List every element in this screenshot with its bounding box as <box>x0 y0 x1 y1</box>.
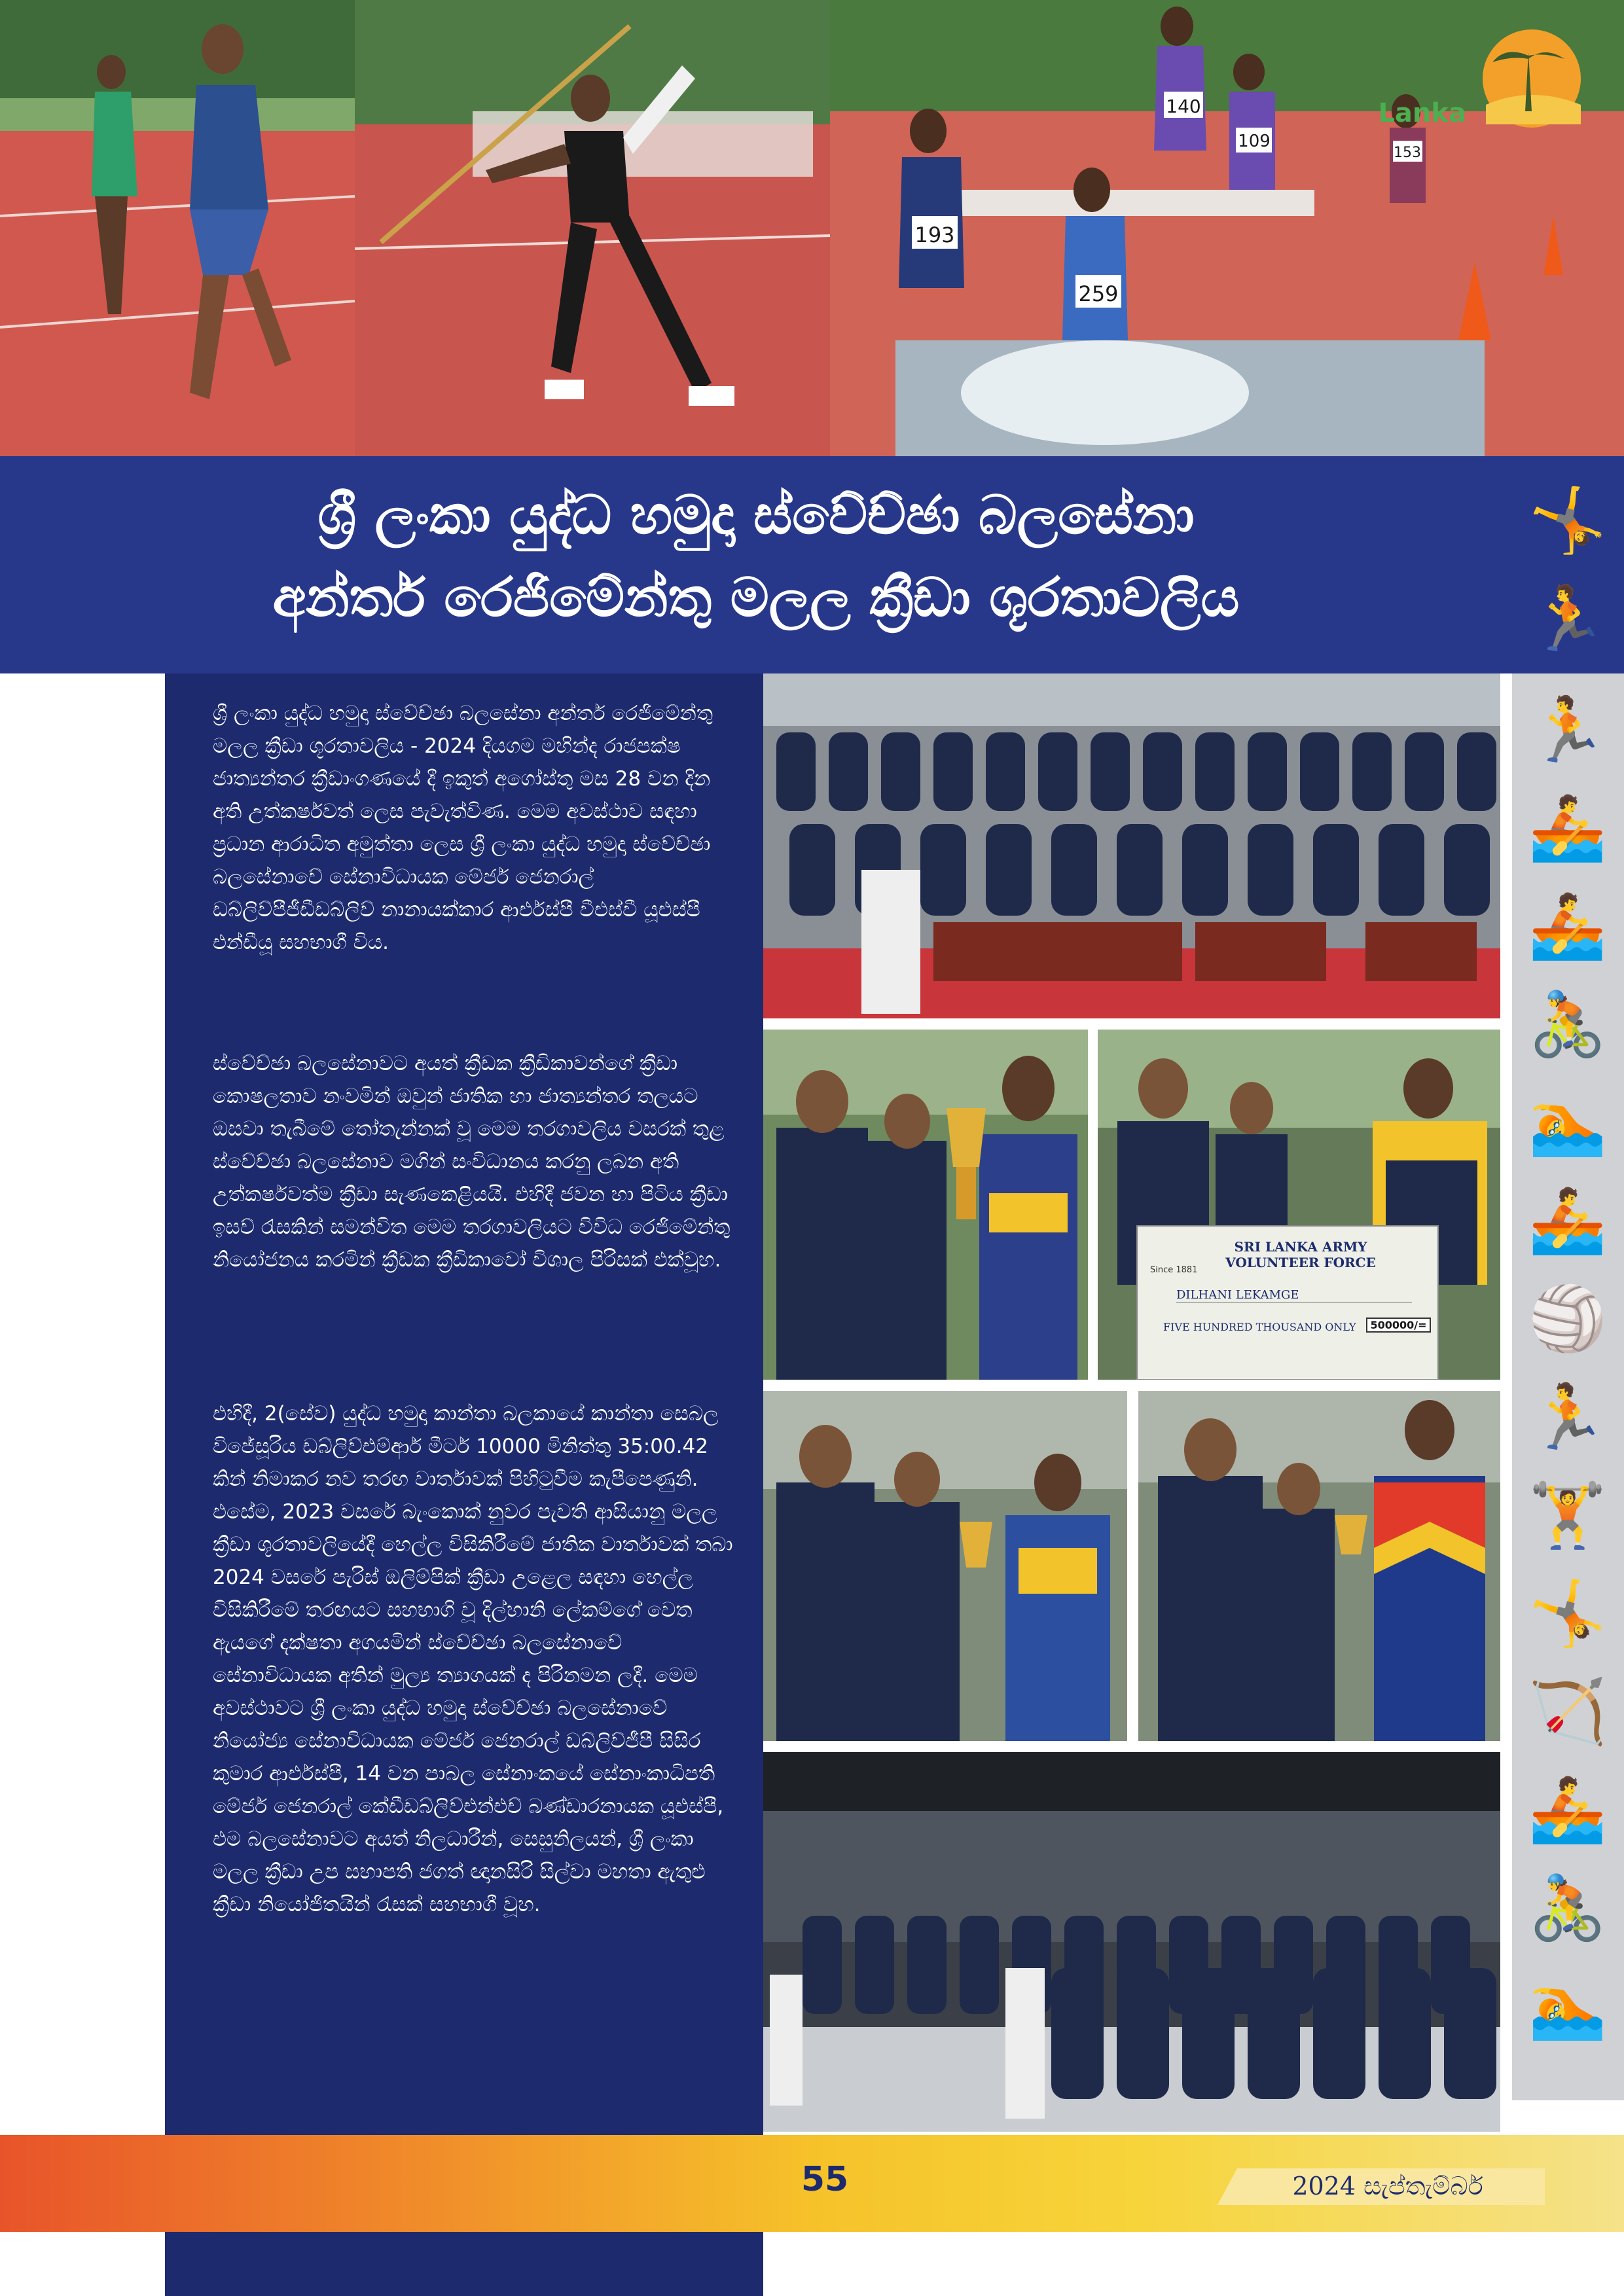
cheque-presentation-photo <box>1098 1030 1500 1380</box>
article-title-line-2: අන්තර් රෙජිමේන්තු මලල ක්‍රීඩා ශූරතාවලිය <box>272 567 1240 629</box>
rowing-icon: 🚣 <box>1528 791 1607 865</box>
javelin-photo <box>355 0 830 456</box>
article-paragraph-2: ස්වේච්ඡා බලසේනාවට අයත් ක්‍රීඩක ක්‍රීඩිකාවන්ගේ ක්‍රීඩා කොෂලතාව නංවමින් ඔවුන් ජාතික හා ජාත්‍යන්තර තලයට ඔසවා තැබීමේ තෝතැන්නක් වූ මෙම තරගාවලිය වසරක් තුළ ස්වේච්ඡා බලසේනාව මගින් සංවිධානය කරනු ලබන අති උත්කර්ෂවත්ම ක්‍රීඩා සැණකෙළියයි. එහිදී ජවන හා පිටිය ක්‍රීඩා ඉසව් රැසකින් සමන්විත මෙම තරගාවලියට විවිධ රෙජිමේන්තු නියෝජනය කරමින් ක්‍රීඩක ක්‍රීඩිකාවෝ විශාල පිරිසක් එක්වූහ. <box>213 1052 731 1272</box>
cheque-amount-words: FIVE HUNDRED THOUSAND ONLY <box>1163 1321 1356 1333</box>
award-presentation-photo-male <box>1138 1391 1500 1741</box>
rowing-icon: 🚣 <box>1528 889 1607 963</box>
issue-date: 2024 සැප්තැම්බර් <box>1292 2172 1483 2200</box>
runner-icon: 🏃 <box>1528 693 1607 766</box>
cheque-header: SRI LANKA ARMY VOLUNTEER FORCE <box>1225 1239 1376 1270</box>
runner-icon: 🏃 <box>1528 582 1607 655</box>
swimming-icon: 🏊 <box>1528 1086 1607 1159</box>
award-presentation-photo-female <box>763 1391 1127 1741</box>
cycling-icon: 🚴 <box>1528 988 1607 1061</box>
swimming-icon: 🏊 <box>1528 1969 1607 2043</box>
cheque-amount: 500000/= <box>1366 1318 1431 1333</box>
cheque-since: Since 1881 <box>1150 1265 1198 1275</box>
cycling-icon: 🚴 <box>1528 1871 1607 1945</box>
article-paragraph-3: එහිදී, 2(සේව) යුද්ධ හමුදා කාන්තා බලකායේ කාන්තා සෙබල විජේසූරිය ඩබ්ලිව්එම්ආර් මීටර් 10000 මිනිත්තු 35:00.42 කින් නිමාකර නව තරඟ වාර්තාවක් පිහිටුවීම කැපීපෙණුනි. එසේම, 2023 වසරේ බැංකොක් නුවර පැවති ආසියානු මලල ක්‍රීඩා ශූරතාවලියේදී හෙල්ල විසිකිරීමේ ජාතික වාර්තාවක් තබා 2024 වසරේ පැරිස් ඔලිම්පික් ක්‍රීඩා උළෙල සඳහා හෙල්ල විසිකිරීමේ තරඟයට සහභාගි වූ දිල්හානි ලේකම්ගේ වෙත ඇයගේ දක්ෂතා අගයමින් ස්වේච්ඡා බලසේනාවේ සේනාවිධායක අතින් මුල්‍ය ත්‍යාගයක් ද පිරිනමන ලදී. මෙම අවස්ථාවට ශ්‍රී ලංකා යුද්ධ හමුදා ස්වේච්ඡා බලසේනාවේ නියෝජ්‍ය සේනාවිධායක මේජර් ජෙනරාල් ඩබ්ලිව්ජීපී සිසිර කුමාර ආර්එස්පී, 14 වන පාබල සේනාංකයේ සේනාංකාධිපති මේජර් ජෙනරාල් කේඩීඩබ්ලිව්එන්එච් බණ්ඩාරනායක යූඑස්පී, එම බලසේනාවට අයත් නිලධාරීන්, සෙසුනිලයන්, ශ්‍රී ලංකා මලල ක්‍රීඩා උප සභාපති ජගත් ඥානසිරි සිල්වා මහතා ඇතුළු ක්‍රීඩා නියෝජිතයින් රැසක් සහභාගී වූහ. <box>213 1402 733 1916</box>
bib-259: 259 <box>1078 281 1119 306</box>
gymnast-icon: 🤸 <box>1528 484 1607 557</box>
magazine-logo <box>1473 26 1584 137</box>
article-title-line-1: ශ්‍රී ලංකා යුද්ධ හමුදා ස්වේච්ඡා බලසේනා <box>317 484 1195 547</box>
page-number: 55 <box>801 2160 849 2199</box>
vip-stand-photo <box>763 673 1500 1018</box>
rowing-icon: 🚣 <box>1528 1184 1607 1257</box>
cheque-payee: DILHANI LEKAMGE <box>1176 1288 1412 1302</box>
bib-140: 140 <box>1166 96 1201 117</box>
logo-text: Lanka <box>1378 98 1466 128</box>
seated-officers-photo <box>763 1752 1500 2132</box>
archery-icon: 🏹 <box>1528 1675 1607 1748</box>
hurdles-icon: 🏃 <box>1528 1380 1607 1454</box>
top-photo-strip <box>0 0 1624 456</box>
bib-109: 109 <box>1238 132 1271 151</box>
gymnastics-icon: 🤸 <box>1528 1577 1607 1650</box>
volleyball-icon: 🏐 <box>1528 1282 1607 1355</box>
weightlifting-icon: 🏋 <box>1528 1479 1607 1552</box>
rowing-icon: 🚣 <box>1528 1773 1607 1846</box>
article-paragraph-1: ශ්‍රී ලංකා යුද්ධ හමුදා ස්වේච්ඡා බලසේනා අන්තර් රෙජිමේන්තු මලල ක්‍රීඩා ශූරතාවලිය - 2024 දියගම මහින්ද රාජපක්ෂ ජාත්‍යන්තර ක්‍රීඩාංගණයේ දී ඉකුත් අගෝස්තු මස 28 වන දින අති උත්කර්ෂවත් ලෙස පැවැත්විණ. මෙම අවස්ථාව සඳහා ප්‍රධාන ආරාධිත අමුත්තා ලෙස ශ්‍රී ලංකා යුද්ධ හමුදා ස්වේච්ඡා බලසේනාවේ සේනාවිධායක මේජර් ජෙනරාල් ඩබ්ලිව්පීජීඩීඩබ්ලිව් නානායක්කාර ආර්එස්පී වීඑස්වී යූඑස්පී එන්ඩීයූ සහභාගී විය. <box>213 702 713 954</box>
bib-153: 153 <box>1394 145 1421 161</box>
bib-193: 193 <box>914 223 955 247</box>
sprinter-photo <box>0 0 355 456</box>
trophy-presentation-photo <box>763 1030 1088 1380</box>
